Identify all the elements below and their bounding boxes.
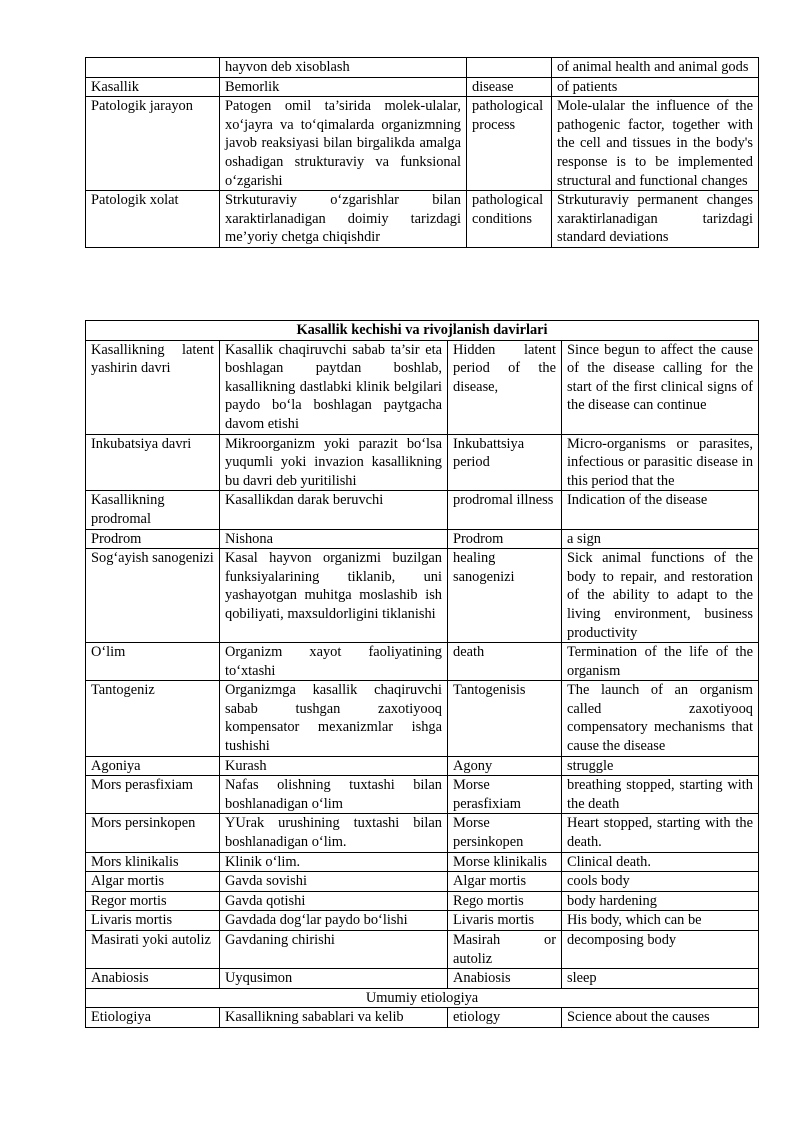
section-title-development-periods: Kasallik kechishi va rivojlanish davirlari bbox=[86, 321, 759, 341]
term-uz-cell: Mors persinkopen bbox=[86, 814, 220, 852]
table-row bbox=[86, 756, 759, 776]
section-header-row bbox=[86, 988, 759, 1008]
definition-uz-cell: Strkuturaviy o‘zgarishlar bilan xaraktirlanadigan doimiy tarizdagi me’yoriy chetga chiqishdir bbox=[220, 191, 467, 248]
definition-en-cell: The launch of an organism called zaxotiyooq compensatory mechanisms that cause the disease bbox=[562, 681, 759, 756]
term-uz-cell: Kasallikning prodromal bbox=[86, 491, 220, 529]
definition-uz-cell: Gavdada dog‘lar paydo bo‘lishi bbox=[220, 911, 448, 931]
term-uz-cell: Tantogeniz bbox=[86, 681, 220, 756]
table-row bbox=[86, 643, 759, 681]
term-en-cell bbox=[467, 58, 552, 78]
term-uz-cell: Regor mortis bbox=[86, 891, 220, 911]
term-table-main bbox=[85, 320, 759, 1028]
definition-en-cell: Clinical death. bbox=[562, 852, 759, 872]
definition-uz-cell: Klinik o‘lim. bbox=[220, 852, 448, 872]
term-uz-cell: Etiologiya bbox=[86, 1008, 220, 1028]
term-en-cell: healing sanogenizi bbox=[448, 549, 562, 643]
definition-uz-cell: YUrak urushining tuxtashi bilan boshlanadigan o‘lim. bbox=[220, 814, 448, 852]
term-uz-cell: Agoniya bbox=[86, 756, 220, 776]
definition-en-cell: Indication of the disease bbox=[562, 491, 759, 529]
term-en-cell: Tantogenisis bbox=[448, 681, 562, 756]
term-uz-cell: Sog‘ayish sanogenizi bbox=[86, 549, 220, 643]
term-en-cell: Livaris mortis bbox=[448, 911, 562, 931]
table-row bbox=[86, 814, 759, 852]
term-en-cell: Morse persinkopen bbox=[448, 814, 562, 852]
definition-en-cell: of animal health and animal gods bbox=[552, 58, 759, 78]
term-uz-cell: Masirati yoki autoliz bbox=[86, 931, 220, 969]
definition-en-cell: sleep bbox=[562, 969, 759, 989]
definition-uz-cell: Uyqusimon bbox=[220, 969, 448, 989]
definition-en-cell: a sign bbox=[562, 529, 759, 549]
term-en-cell: Inkubattsiya period bbox=[448, 434, 562, 491]
table-row bbox=[86, 776, 759, 814]
term-en-cell: disease bbox=[467, 77, 552, 97]
table-row bbox=[86, 58, 759, 78]
table-row bbox=[86, 549, 759, 643]
definition-uz-cell: Gavda qotishi bbox=[220, 891, 448, 911]
term-en-cell: etiology bbox=[448, 1008, 562, 1028]
definition-en-cell: Termination of the life of the organism bbox=[562, 643, 759, 681]
table-row bbox=[86, 891, 759, 911]
definition-en-cell: struggle bbox=[562, 756, 759, 776]
definition-uz-cell: Gavdaning chirishi bbox=[220, 931, 448, 969]
term-en-cell: prodromal illness bbox=[448, 491, 562, 529]
term-en-cell: Hidden latent period of the disease, bbox=[448, 340, 562, 434]
definition-uz-cell: Kurash bbox=[220, 756, 448, 776]
term-uz-cell: Kasallik bbox=[86, 77, 220, 97]
section-header-row bbox=[86, 321, 759, 341]
term-uz-cell: Livaris mortis bbox=[86, 911, 220, 931]
term-en-cell: death bbox=[448, 643, 562, 681]
section-title-general-etiology: Umumiy etiologiya bbox=[86, 988, 759, 1008]
definition-uz-cell: Kasallik chaqiruvchi sabab ta’sir eta boshlagan paytdan boshlab, kasallikning dastlabki klinik belgilari paydo bo‘la boshlagan paytgacha davom etishi bbox=[220, 340, 448, 434]
term-uz-cell: Algar mortis bbox=[86, 872, 220, 892]
table-row bbox=[86, 969, 759, 989]
term-en-cell: Anabiosis bbox=[448, 969, 562, 989]
definition-en-cell: body hardening bbox=[562, 891, 759, 911]
term-en-cell: pathological process bbox=[467, 97, 552, 191]
definition-en-cell: Heart stopped, starting with the death. bbox=[562, 814, 759, 852]
term-uz-cell: Prodrom bbox=[86, 529, 220, 549]
term-en-cell: Masirah or autoliz bbox=[448, 931, 562, 969]
definition-uz-cell: Bemorlik bbox=[220, 77, 467, 97]
term-uz-cell bbox=[86, 58, 220, 78]
definition-uz-cell: hayvon deb xisoblash bbox=[220, 58, 467, 78]
table-row bbox=[86, 872, 759, 892]
definition-uz-cell: Organizmga kasallik chaqiruvchi sabab tushgan zaxotiyooq kompensator mexanizmlar ishga tushishi bbox=[220, 681, 448, 756]
table-row bbox=[86, 191, 759, 248]
definition-uz-cell: Gavda sovishi bbox=[220, 872, 448, 892]
definition-en-cell: Strkuturaviy permanent changes xaraktirlanadigan tarizdagi standard deviations bbox=[552, 191, 759, 248]
term-en-cell: Prodrom bbox=[448, 529, 562, 549]
definition-en-cell: Sick animal functions of the body to repair, and restoration of the ability to adapt to the living environment, business productivity bbox=[562, 549, 759, 643]
table-row bbox=[86, 434, 759, 491]
term-en-cell: pathological conditions bbox=[467, 191, 552, 248]
term-en-cell: Morse perasfixiam bbox=[448, 776, 562, 814]
table-row bbox=[86, 911, 759, 931]
definition-uz-cell: Mikroorganizm yoki parazit bo‘lsa yuqumli yoki invazion kasallikning bu davri deb yuritilishi bbox=[220, 434, 448, 491]
definition-uz-cell: Nafas olishning tuxtashi bilan boshlanadigan o‘lim bbox=[220, 776, 448, 814]
definition-uz-cell: Patogen omil ta’sirida molek-ulalar, xo‘jayra va to‘qimalarda organizmning javob reaksiyasi bilan birgalikda amalga oshadigan strukturaviy va funksional o‘zgarishi bbox=[220, 97, 467, 191]
definition-uz-cell: Kasallikning sabablari va kelib bbox=[220, 1008, 448, 1028]
definition-en-cell: Science about the causes bbox=[562, 1008, 759, 1028]
definition-en-cell: cools body bbox=[562, 872, 759, 892]
table-row bbox=[86, 681, 759, 756]
term-uz-cell: Kasallikning latent yashirin davri bbox=[86, 340, 220, 434]
definition-uz-cell: Nishona bbox=[220, 529, 448, 549]
definition-en-cell: breathing stopped, starting with the death bbox=[562, 776, 759, 814]
term-uz-cell: Mors klinikalis bbox=[86, 852, 220, 872]
term-table-top bbox=[85, 57, 759, 248]
term-en-cell: Algar mortis bbox=[448, 872, 562, 892]
table-row bbox=[86, 852, 759, 872]
definition-uz-cell: Kasallikdan darak beruvchi bbox=[220, 491, 448, 529]
term-uz-cell: Patologik jarayon bbox=[86, 97, 220, 191]
term-uz-cell: Inkubatsiya davri bbox=[86, 434, 220, 491]
table-row bbox=[86, 1008, 759, 1028]
definition-en-cell: decomposing body bbox=[562, 931, 759, 969]
term-en-cell: Rego mortis bbox=[448, 891, 562, 911]
term-en-cell: Morse klinikalis bbox=[448, 852, 562, 872]
term-uz-cell: Patologik xolat bbox=[86, 191, 220, 248]
term-uz-cell: Anabiosis bbox=[86, 969, 220, 989]
term-uz-cell: O‘lim bbox=[86, 643, 220, 681]
definition-en-cell: Since begun to affect the cause of the disease calling for the start of the first clinical signs of the disease can continue bbox=[562, 340, 759, 434]
table-row bbox=[86, 931, 759, 969]
definition-en-cell: His body, which can be bbox=[562, 911, 759, 931]
table-row bbox=[86, 77, 759, 97]
term-en-cell: Agony bbox=[448, 756, 562, 776]
table-row bbox=[86, 529, 759, 549]
definition-uz-cell: Organizm xayot faoliyatining to‘xtashi bbox=[220, 643, 448, 681]
definition-en-cell: Micro-organisms or parasites, infectious or parasitic disease in this period that the bbox=[562, 434, 759, 491]
definition-uz-cell: Kasal hayvon organizmi buzilgan funksiyalarining tiklanib, uni yashayotgan muhitga moslashib ish qobiliyati, maxsuldorligini tiklanishi bbox=[220, 549, 448, 643]
table-row bbox=[86, 97, 759, 191]
table-row bbox=[86, 491, 759, 529]
definition-en-cell: of patients bbox=[552, 77, 759, 97]
definition-en-cell: Mole-ulalar the influence of the pathogenic factor, together with the cell and tissues in the body's response is to be implemented structural and functional changes bbox=[552, 97, 759, 191]
table-row bbox=[86, 340, 759, 434]
term-uz-cell: Mors perasfixiam bbox=[86, 776, 220, 814]
